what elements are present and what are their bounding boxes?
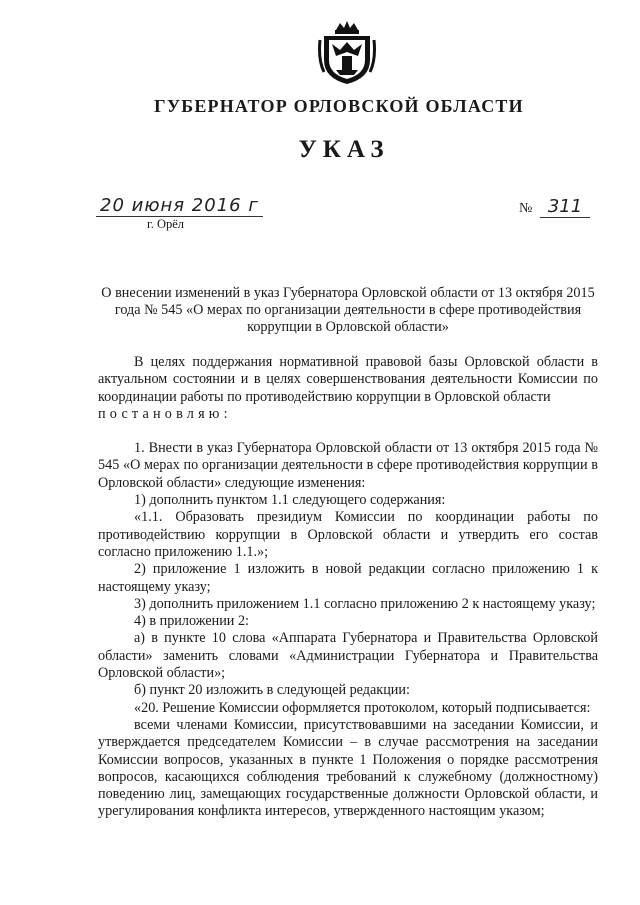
document-heading: О внесении изменений в указ Губернатора Орловской области от 13 октября 2015 года № 545 «О мерах по организации деятельности в сфере противодействия коррупции в Орловской области» [101, 285, 595, 335]
subclause-4b: б) пункт 20 изложить в следующей редакции: [134, 682, 410, 699]
number-value: 311 [540, 197, 590, 218]
subclause-4a: а) в пункте 10 слова «Аппарата Губернатора и Правительства Орловской области» заменить словами «Администрации Губернатора и Правительства Орловской области»; [98, 630, 598, 682]
preamble-paragraph: В целях поддержания нормативной правовой базы Орловской области в актуальном состоянии и в целях совершенствования деятельности Комиссии по координации работы по противодействию коррупции в Орловской области [98, 354, 598, 405]
number-label: № [519, 201, 533, 216]
subclause-2: 2) приложение 1 изложить в новой редакции согласно приложению 1 к настоящему указу; [98, 561, 598, 595]
subclause-4: 4) в приложении 2: [134, 613, 249, 630]
document-number [519, 197, 590, 218]
point-20-heading: «20. Решение Комиссии оформляется протоколом, который подписывается: [134, 699, 591, 716]
point-20-text: всеми членами Комиссии, присутствовавшими на заседании Комиссии, и утверждается председателем Комиссии – в случае рассмотрения на заседании Комиссии вопросов, указанных в пункте 1 Положения о порядке рассмотрения вопросов, касающихся соблюдения требований к служебному (должностному) поведению лиц, замещающих государственные должности Орловской области, и урегулирования конфликта интересов, утвержденного настоящим указом; [98, 716, 598, 820]
coat-of-arms-icon [318, 20, 376, 86]
issuer-title: ГУБЕРНАТОР ОРЛОВСКОЙ ОБЛАСТИ [154, 96, 524, 116]
clause-1: 1. Внести в указ Губернатора Орловской области от 13 октября 2015 года № 545 «О мерах по организации деятельности в сфере противодействия коррупции в Орловской области» следующие изменения: [98, 440, 598, 491]
resolution-word: постановляю: [98, 405, 232, 422]
document-date: 20 июня 2016 г [96, 196, 263, 217]
document-city: г. Орёл [147, 217, 185, 231]
subclause-1: 1) дополнить пунктом 1.1 следующего содержания: [134, 492, 446, 509]
document-body [98, 354, 598, 821]
subclause-1-text: «1.1. Образовать президиум Комиссии по координации работы по противодействию коррупции в Орловской области и утвердить его состав согласно приложению 1.1.»; [98, 509, 598, 560]
subclause-3: 3) дополнить приложением 1.1 согласно приложению 2 к настоящему указу; [134, 595, 596, 612]
document-type: УКАЗ [298, 136, 390, 163]
